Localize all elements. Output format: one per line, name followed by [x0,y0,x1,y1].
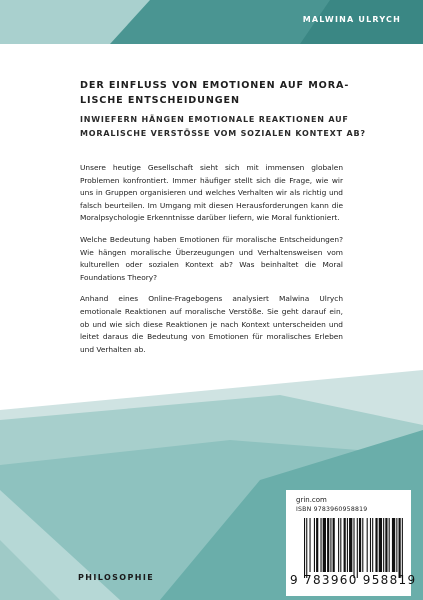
barcode-bar [402,518,403,578]
book-subtitle [80,113,380,140]
barcode-bar [353,518,354,578]
barcode-bar [383,518,384,572]
barcode-bar [306,518,307,578]
barcode-bar [333,518,335,572]
barcode-bar [367,518,368,572]
barcode-bar [314,518,315,572]
barcode-bar [392,518,395,572]
barcode-bar [347,518,348,572]
blurb-paragraph: Anhand eines Online-Fragebogens analysiert Malwina Ulrych emotionale Reaktionen auf moralische Verstöße. Sie geht darauf ein, ob und wie sich diese Reaktionen je nach Kontext unterscheiden und leitet daraus die Bedeutung von Emotionen für moralisches Erleben und Verhalten ab. [80,294,343,354]
barcode-bar [362,518,363,572]
barcode-bar [379,518,382,572]
book-subtitle-text: INWIEFERN HÄNGEN EMOTIONALE REAKTIONEN AUF MORALISCHE VERSTÖSSE VOM SOZIALEN KONTEXT AB? [80,115,366,138]
barcode-bar [304,518,305,578]
barcode-bar [357,518,358,578]
barcode-bar [396,518,397,572]
barcode-bar [330,518,331,572]
barcode-icon [304,518,404,578]
barcode-bar [372,518,373,572]
barcode-bar [323,518,326,572]
book-title-text: DER EINFLUSS VON EMOTIONEN AUF MORA- LISCHE ENTSCHEIDUNGEN [80,80,350,106]
book-title [80,78,370,108]
barcode-bar [370,518,371,572]
barcode-bar [375,518,377,572]
blurb-paragraph: Welche Bedeutung haben Emotionen für moralische Entscheidungen? Wie hängen moralische Überzeugungen und Verhaltensweisen vom kulturellen oder sozialen Kontext ab? Was beinhaltet die Moral Foundations Theory? [80,234,343,282]
barcode-bar [389,518,390,572]
blurb-paragraph: Unsere heutige Gesellschaft sieht sich mit immensen globalen Problemen konfrontiert. Immer häufiger stellt sich die Frage, wie wir uns in Gruppen organisieren und welches Verhalten wir als richtig und falsch beurteilen. Im Umgang mit diesen Herausforderungen kann die Moralpsychologie Erkenntnisse darüber liefern, wie Moral funktioniert. [80,163,343,223]
barcode-digits: 9 783960 958819 [290,573,417,587]
barcode-panel [286,490,417,596]
barcode-bar [320,518,321,572]
barcode-bar [344,518,346,572]
barcode-bar [338,518,339,572]
isbn-text: ISBN 9783960958819 [296,506,368,513]
barcode-bar [399,518,401,578]
barcode-bar [385,518,387,572]
publisher-url: grin.com [296,496,327,504]
category-label: PHILOSOPHIE [78,573,155,582]
barcode-bar [359,518,361,572]
barcode-bar [316,518,318,572]
blurb [80,162,343,365]
barcode-bar [309,518,310,572]
barcode-bar [327,518,329,572]
barcode-bar [349,518,352,572]
author-name: MALWINA ULRYCH [302,15,401,24]
barcode-bar [340,518,341,572]
